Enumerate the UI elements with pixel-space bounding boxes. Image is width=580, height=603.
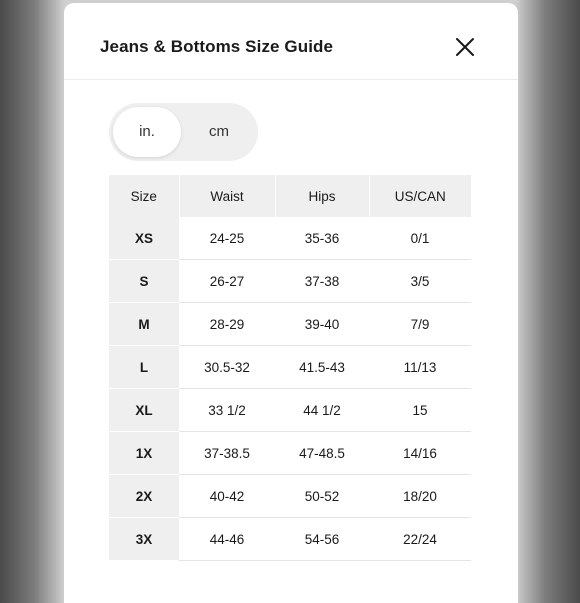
hips-cell: 47-48.5 [275, 432, 369, 475]
waist-cell: 44-46 [179, 518, 275, 561]
table-row [109, 303, 471, 346]
us-can-cell: 3/5 [369, 260, 471, 303]
hips-cell: 41.5-43 [275, 346, 369, 389]
waist-cell: 26-27 [179, 260, 275, 303]
table-row [109, 217, 471, 260]
hips-cell: 50-52 [275, 475, 369, 518]
size-cell: L [109, 346, 179, 389]
modal-title: Jeans & Bottoms Size Guide [100, 37, 334, 56]
close-button[interactable] [454, 36, 476, 58]
header-size: Size [109, 175, 179, 217]
table-row [109, 432, 471, 475]
table-header-row [109, 175, 471, 217]
us-can-cell: 0/1 [369, 217, 471, 260]
size-guide-modal [64, 3, 518, 603]
us-can-cell: 22/24 [369, 518, 471, 561]
header-waist: Waist [179, 175, 275, 217]
table-row [109, 518, 471, 561]
unit-option-in[interactable]: in. [113, 107, 181, 157]
table-row [109, 260, 471, 303]
size-cell: XS [109, 217, 179, 260]
size-cell: 1X [109, 432, 179, 475]
table-row [109, 346, 471, 389]
us-can-cell: 15 [369, 389, 471, 432]
hips-cell: 39-40 [275, 303, 369, 346]
close-icon [454, 36, 476, 58]
header-hips: Hips [275, 175, 369, 217]
modal-header [64, 3, 518, 80]
hips-cell: 54-56 [275, 518, 369, 561]
waist-cell: 24-25 [179, 217, 275, 260]
us-can-cell: 18/20 [369, 475, 471, 518]
size-cell: XL [109, 389, 179, 432]
table-row [109, 475, 471, 518]
hips-cell: 35-36 [275, 217, 369, 260]
waist-cell: 33 1/2 [179, 389, 275, 432]
header-us-can: US/CAN [369, 175, 471, 217]
hips-cell: 44 1/2 [275, 389, 369, 432]
unit-option-cm[interactable]: cm [209, 123, 229, 140]
unit-toggle [109, 103, 258, 161]
size-cell: M [109, 303, 179, 346]
us-can-cell: 11/13 [369, 346, 471, 389]
waist-cell: 30.5-32 [179, 346, 275, 389]
us-can-cell: 14/16 [369, 432, 471, 475]
size-cell: S [109, 260, 179, 303]
size-table [109, 175, 471, 561]
waist-cell: 37-38.5 [179, 432, 275, 475]
size-cell: 3X [109, 518, 179, 561]
us-can-cell: 7/9 [369, 303, 471, 346]
waist-cell: 40-42 [179, 475, 275, 518]
size-cell: 2X [109, 475, 179, 518]
hips-cell: 37-38 [275, 260, 369, 303]
table-row [109, 389, 471, 432]
waist-cell: 28-29 [179, 303, 275, 346]
